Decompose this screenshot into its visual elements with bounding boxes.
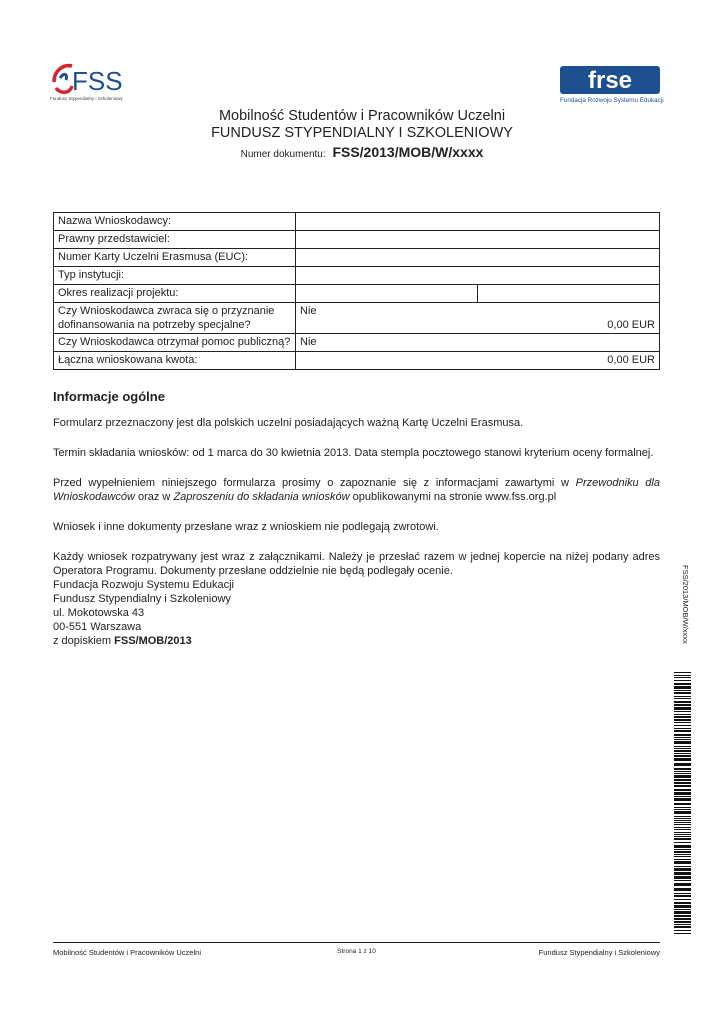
barcode-bar [674, 924, 691, 925]
fund-title: FUNDUSZ STYPENDIALNY I SZKOLENIOWY [211, 125, 513, 141]
side-document-code [680, 565, 690, 660]
special-needs-answer: Nie [300, 305, 317, 317]
table-row [54, 213, 660, 231]
address-note-prefix: z dopiskiem [53, 635, 115, 647]
no-return-paragraph: Wniosek i inne dokumenty przesłane wraz z wnioskiem nie podlegają zwrotowi. [53, 521, 439, 533]
barcode-bar [674, 876, 691, 879]
barcode-bar [674, 915, 691, 917]
barcode-bar [674, 880, 691, 881]
barcode-bar [674, 758, 691, 761]
barcode-bar [674, 895, 691, 897]
document-number-value: FSS/2013/MOB/W/xxxx [332, 144, 484, 160]
barcode-bar [674, 730, 691, 732]
barcode-bar [674, 930, 691, 931]
table-row [54, 303, 660, 334]
representative-label: Prawny przedstawiciel: [54, 231, 296, 249]
frse-logo-caption: Fundacja Rozwoju Systemu Edukacji [560, 97, 664, 104]
barcode-bar [674, 911, 691, 914]
barcode-bar [674, 782, 691, 784]
barcode-bar [674, 690, 691, 691]
barcode-bar [674, 909, 691, 910]
barcode-bar [674, 918, 691, 920]
project-period-end-field[interactable] [478, 285, 659, 302]
barcode-bar [674, 792, 691, 795]
barcode-bar [674, 737, 691, 738]
representative-field[interactable] [296, 231, 660, 249]
guide-text-a: Przed wypełnieniem niniejszego formularza prosimy o zapoznanie się z informacjami zawartymi w [53, 477, 576, 489]
page-footer [53, 948, 660, 960]
barcode-bar [674, 768, 691, 770]
barcode-bar [674, 698, 691, 699]
barcode-bar [674, 926, 691, 928]
barcode-bar [674, 734, 691, 736]
barcode-bar [674, 779, 691, 781]
barcode-bar [674, 866, 691, 867]
document-number-label: Numer dokumentu: [240, 149, 326, 160]
barcode-bar [674, 816, 691, 817]
document-number [0, 143, 724, 164]
barcode-bar [674, 728, 691, 729]
project-period-start-field[interactable] [296, 285, 478, 302]
barcode-bar [674, 888, 691, 891]
table-row [54, 352, 660, 370]
barcode-bar [674, 905, 691, 908]
guide-text-c: opublikowanymi na stronie www.fss.org.pl [349, 491, 557, 503]
table-row [54, 267, 660, 285]
institution-type-label: Typ instytucji: [54, 267, 296, 285]
frse-logo-text: frse [587, 67, 633, 94]
barcode-bar [674, 861, 691, 864]
euc-field[interactable] [296, 249, 660, 267]
barcode-bar [674, 933, 691, 934]
guide-paragraph [53, 476, 660, 504]
total-amount-label: Łączna wnioskowana kwota: [54, 352, 296, 370]
barcode-bar [674, 845, 691, 848]
barcode-bar [674, 771, 691, 772]
barcode-bar [674, 741, 691, 744]
barcode-bar [674, 824, 691, 825]
address-line: Fundusz Stypendialny i Szkoleniowy [53, 593, 231, 605]
public-aid-label: Czy Wnioskodawca otrzymał pomoc publiczną? [54, 334, 296, 352]
barcode-bar [674, 829, 691, 830]
barcode-bar [674, 807, 691, 808]
call-document-name: Zaproszeniu do składania wniosków [173, 491, 350, 503]
barcode-bar [674, 836, 691, 837]
project-period-label: Okres realizacji projektu: [54, 285, 296, 303]
special-needs-label: Czy Wnioskodawca zwraca się o przyznanie dofinansowania na potrzeby specjalne? [54, 303, 296, 334]
barcode-bar [674, 796, 691, 797]
barcode-bar [674, 683, 691, 685]
barcode-bar [674, 859, 691, 860]
barcode-bar [674, 755, 691, 757]
barcode-bar [674, 753, 691, 754]
barcode-bar [674, 696, 691, 697]
barcode-bar [674, 820, 691, 821]
footer-right: Fundusz Stypendialny i Szkoleniowy [538, 948, 660, 957]
address-line [53, 634, 660, 648]
submission-paragraph: Każdy wniosek rozpatrywany jest wraz z załącznikami. Należy je przesłać razem w jednej kopercie na niżej podany adres Operatora Programu. Dokumenty przesłane oddzielnie nie będą podlegały ocenie. [53, 551, 660, 577]
barcode-bar [674, 680, 691, 681]
applicant-field[interactable] [296, 213, 660, 231]
applicant-summary-table [53, 212, 660, 370]
eligibility-paragraph: Formularz przeznaczony jest dla polskich uczelni posiadających ważną Kartę Uczelni Erasmusa. [53, 417, 524, 429]
barcode-icon [674, 672, 691, 934]
public-aid-answer[interactable]: Nie [296, 334, 660, 352]
barcode-bar [674, 827, 691, 828]
barcode-bar [674, 856, 691, 857]
barcode-bar [674, 716, 691, 718]
barcode-bar [674, 725, 691, 726]
barcode-bar [674, 921, 691, 923]
document-header [0, 108, 724, 164]
guide-text-b: oraz w [134, 491, 174, 503]
barcode-bar [674, 832, 691, 833]
deadline-paragraph: Termin składania wniosków: od 1 marca do 30 kwietnia 2013. Data stempla pocztowego stanowi kryterium oceny formalnej. [53, 447, 654, 459]
barcode-bar [674, 902, 691, 904]
barcode-bar [674, 818, 691, 819]
barcode-bar [674, 714, 691, 715]
fss-logo-icon [50, 62, 130, 96]
barcode-bar [674, 686, 691, 689]
frse-logo [556, 66, 662, 108]
table-row [54, 334, 660, 352]
barcode-bar [674, 854, 691, 855]
barcode-bar [674, 719, 691, 721]
barcode-bar [674, 872, 691, 875]
barcode-bar [674, 775, 691, 778]
barcode-bar [674, 763, 691, 766]
barcode-bar [674, 834, 691, 835]
barcode-bar [674, 675, 691, 676]
fss-logo [50, 62, 130, 106]
barcode-bar [674, 798, 691, 801]
euc-label: Numer Karty Uczelni Erasmusa (EUC): [54, 249, 296, 267]
address-line: ul. Mokotowska 43 [53, 607, 145, 619]
table-row [54, 285, 660, 303]
special-needs-field[interactable] [296, 303, 660, 334]
table-row [54, 249, 660, 267]
fss-logo-text: FSS [72, 66, 123, 96]
section-title: Informacje ogólne [53, 389, 165, 404]
address-note-code: FSS/MOB/2013 [114, 635, 192, 647]
institution-type-field[interactable] [296, 267, 660, 285]
barcode-bar [674, 803, 691, 805]
barcode-bar [674, 711, 691, 712]
total-amount-value: 0,00 EUR [296, 352, 660, 370]
guide-document-name: Przewodniku dla Wnioskodawców [53, 477, 660, 503]
barcode-bar [674, 746, 691, 747]
footer-divider [53, 942, 660, 943]
barcode-bar [674, 842, 691, 843]
barcode-bar [674, 868, 691, 871]
general-information [53, 416, 660, 648]
operator-address [53, 578, 660, 648]
side-document-code-text: FSS/2013/MOB/W/xxxx [681, 565, 690, 644]
barcode-bar [674, 707, 691, 710]
barcode-bar [674, 692, 691, 694]
barcode-bar [674, 811, 691, 814]
special-needs-amount: 0,00 EUR [607, 319, 655, 331]
barcode-bar [674, 822, 691, 823]
frse-logo-icon [560, 66, 660, 94]
address-line: 00-551 Warszawa [53, 621, 142, 633]
barcode-bar [674, 748, 691, 749]
barcode-bar [674, 893, 691, 894]
fss-logo-caption: Fundusz Stypendialny i Szkoleniowy [50, 96, 123, 101]
barcode-bar [674, 672, 691, 673]
program-title: Mobilność Studentów i Pracowników Uczelni [218, 108, 506, 124]
page-number: Strona 1 z 10 [337, 948, 376, 955]
barcode-bar [674, 838, 691, 840]
barcode-bar [674, 677, 691, 678]
barcode-bar [674, 849, 691, 850]
applicant-label: Nazwa Wnioskodawcy: [54, 213, 296, 231]
project-period-field [296, 285, 660, 303]
table-row [54, 231, 660, 249]
barcode-bar [674, 883, 691, 886]
barcode-bar [674, 789, 691, 791]
barcode-bar [674, 785, 691, 787]
barcode-bar [674, 750, 691, 752]
barcode-bar [674, 899, 691, 900]
barcode-bar [674, 773, 691, 774]
barcode-bar [674, 701, 691, 703]
barcode-bar [674, 704, 691, 706]
footer-left: Mobilność Studentów i Pracowników Uczelni [53, 948, 201, 957]
address-line: Fundacja Rozwoju Systemu Edukacji [53, 579, 234, 591]
barcode-bar [674, 809, 691, 810]
barcode-bar [674, 722, 691, 723]
barcode-bar [674, 739, 691, 740]
barcode-bar [674, 851, 691, 853]
